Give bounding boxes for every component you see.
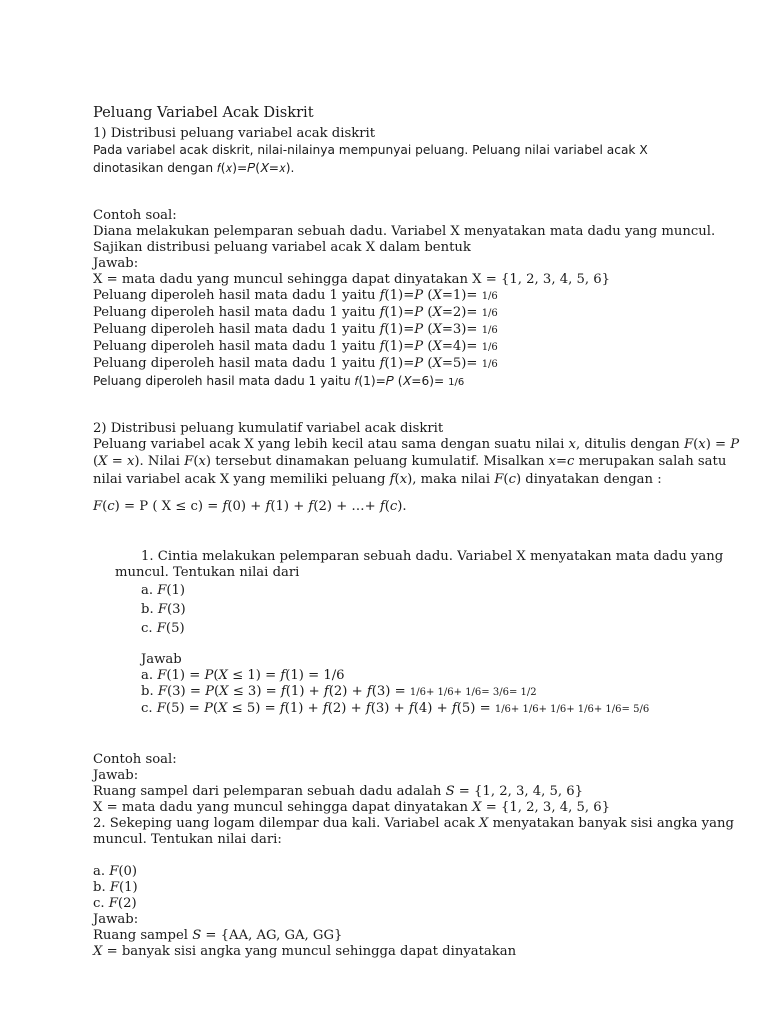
result-row: Peluang diperoleh hasil mata dadu 1 yaitu 𝑓(1)=𝑃 (𝑋=4)= 1/6 [93,339,498,354]
cumulative-formula: 𝐹(𝑐) = P ( X ≤ c) = 𝑓(0) + 𝑓(1) + 𝑓(2) + …+ 𝑓(𝑐). [93,499,407,514]
result-row: Peluang diperoleh hasil mata dadu 1 yaitu 𝑓(1)=𝑃 (𝑋=1)= 1/6 [93,288,498,303]
question1-answer-b: b. 𝐹(3) = 𝑃(𝑋 ≤ 3) = 𝑓(1) + 𝑓(2) + 𝑓(3) = 1/6+ 1/6+ 1/6= 3/6= 1/2 [141,684,537,699]
example-label-2: Contoh soal: [93,752,177,767]
answer-label-1: Jawab: [93,256,139,271]
section2-text-line1: Peluang variabel acak X yang lebih kecil atau sama dengan suatu nilai 𝑥, ditulis dengan 𝐹(𝑥) = 𝑃 [93,437,740,452]
section1-text-line1: Pada variabel acak diskrit, nilai-nilainya mempunyai peluang. Peluang nilai variabel acak X [93,143,648,157]
x-definition-line: X = mata dadu yang muncul sehingga dapat dinyatakan 𝑋 = {1, 2, 3, 4, 5, 6} [93,800,611,815]
question2-line2: muncul. Tentukan nilai dari: [93,832,282,847]
result-row: Peluang diperoleh hasil mata dadu 1 yaitu 𝑓(1)=𝑃 (𝑋=3)= 1/6 [93,322,498,337]
question2-item-b: b. 𝐹(1) [93,880,138,895]
question2-item-c: c. 𝐹(2) [93,896,137,911]
question1-answer-label: Jawab [141,652,182,667]
document-page [93,104,740,960]
question1-item-a: a. 𝐹(1) [141,583,186,598]
example-label-1: Contoh soal: [93,208,177,223]
question1-line2: muncul. Tentukan nilai dari [115,565,300,580]
question1-item-c: c. 𝐹(5) [141,621,185,636]
section2-heading: 2) Distribusi peluang kumulatif variabel acak diskrit [93,421,444,436]
question2-item-a: a. 𝐹(0) [93,864,138,879]
section1-text-line2: dinotasikan dengan 𝑓(𝑥)=𝑃(𝑋=𝑥). [93,161,295,175]
result-row: Peluang diperoleh hasil mata dadu 1 yaitu 𝑓(1)=𝑃 (𝑋=5)= 1/6 [93,356,498,371]
section2-text-line3: nilai variabel acak X yang memiliki peluang 𝑓(𝑥), maka nilai 𝐹(𝑐) dinyatakan dengan : [93,472,662,487]
answer-label-2: Jawab: [93,768,139,783]
result-row: Peluang diperoleh hasil mata dadu 1 yaitu 𝑓(1)=𝑃 (𝑋=2)= 1/6 [93,305,498,320]
question2-answer-label: Jawab: [93,912,139,927]
section1-heading: 1) Distribusi peluang variabel acak diskrit [93,126,376,141]
answer-x-line: X = mata dadu yang muncul sehingga dapat dinyatakan X = {1, 2, 3, 4, 5, 6} [93,272,611,287]
section2-text-line2: (𝑋 = 𝑥). Nilai 𝐹(𝑥) tersebut dinamakan peluang kumulatif. Misalkan 𝑥=𝑐 merupakan salah satu [93,454,727,469]
question1-line1: 1. Cintia melakukan pelemparan sebuah dadu. Variabel X menyatakan mata dadu yang [141,549,724,564]
problem-line1: Diana melakukan pelemparan sebuah dadu. Variabel X menyatakan mata dadu yang muncul. [93,224,716,239]
question1-answer-a: a. 𝐹(1) = 𝑃(𝑋 ≤ 1) = 𝑓(1) = 1/6 [141,668,345,683]
question2-x-definition: 𝑋 = banyak sisi angka yang muncul sehingga dapat dinyatakan [93,944,517,959]
question2-line1: 2. Sekeping uang logam dilempar dua kali. Variabel acak 𝑋 menyatakan banyak sisi angka yang [93,816,734,831]
result-row: Peluang diperoleh hasil mata dadu 1 yaitu 𝑓(1)=𝑃 (𝑋=6)= 1/6 [93,374,465,388]
question1-item-b: b. 𝐹(3) [141,602,186,617]
document-title: Peluang Variabel Acak Diskrit [93,104,314,121]
sample-space-line: Ruang sampel dari pelemparan sebuah dadu adalah 𝑆 = {1, 2, 3, 4, 5, 6} [93,784,584,799]
question2-sample-space: Ruang sampel 𝑆 = {AA, AG, GA, GG} [93,928,343,943]
question1-answer-c: c. 𝐹(5) = 𝑃(𝑋 ≤ 5) = 𝑓(1) + 𝑓(2) + 𝑓(3) + 𝑓(4) + 𝑓(5) = 1/6+ 1/6+ 1/6+ 1/6+ 1/6= 5/6 [141,701,650,716]
problem-line2: Sajikan distribusi peluang variabel acak X dalam bentuk [93,240,471,255]
